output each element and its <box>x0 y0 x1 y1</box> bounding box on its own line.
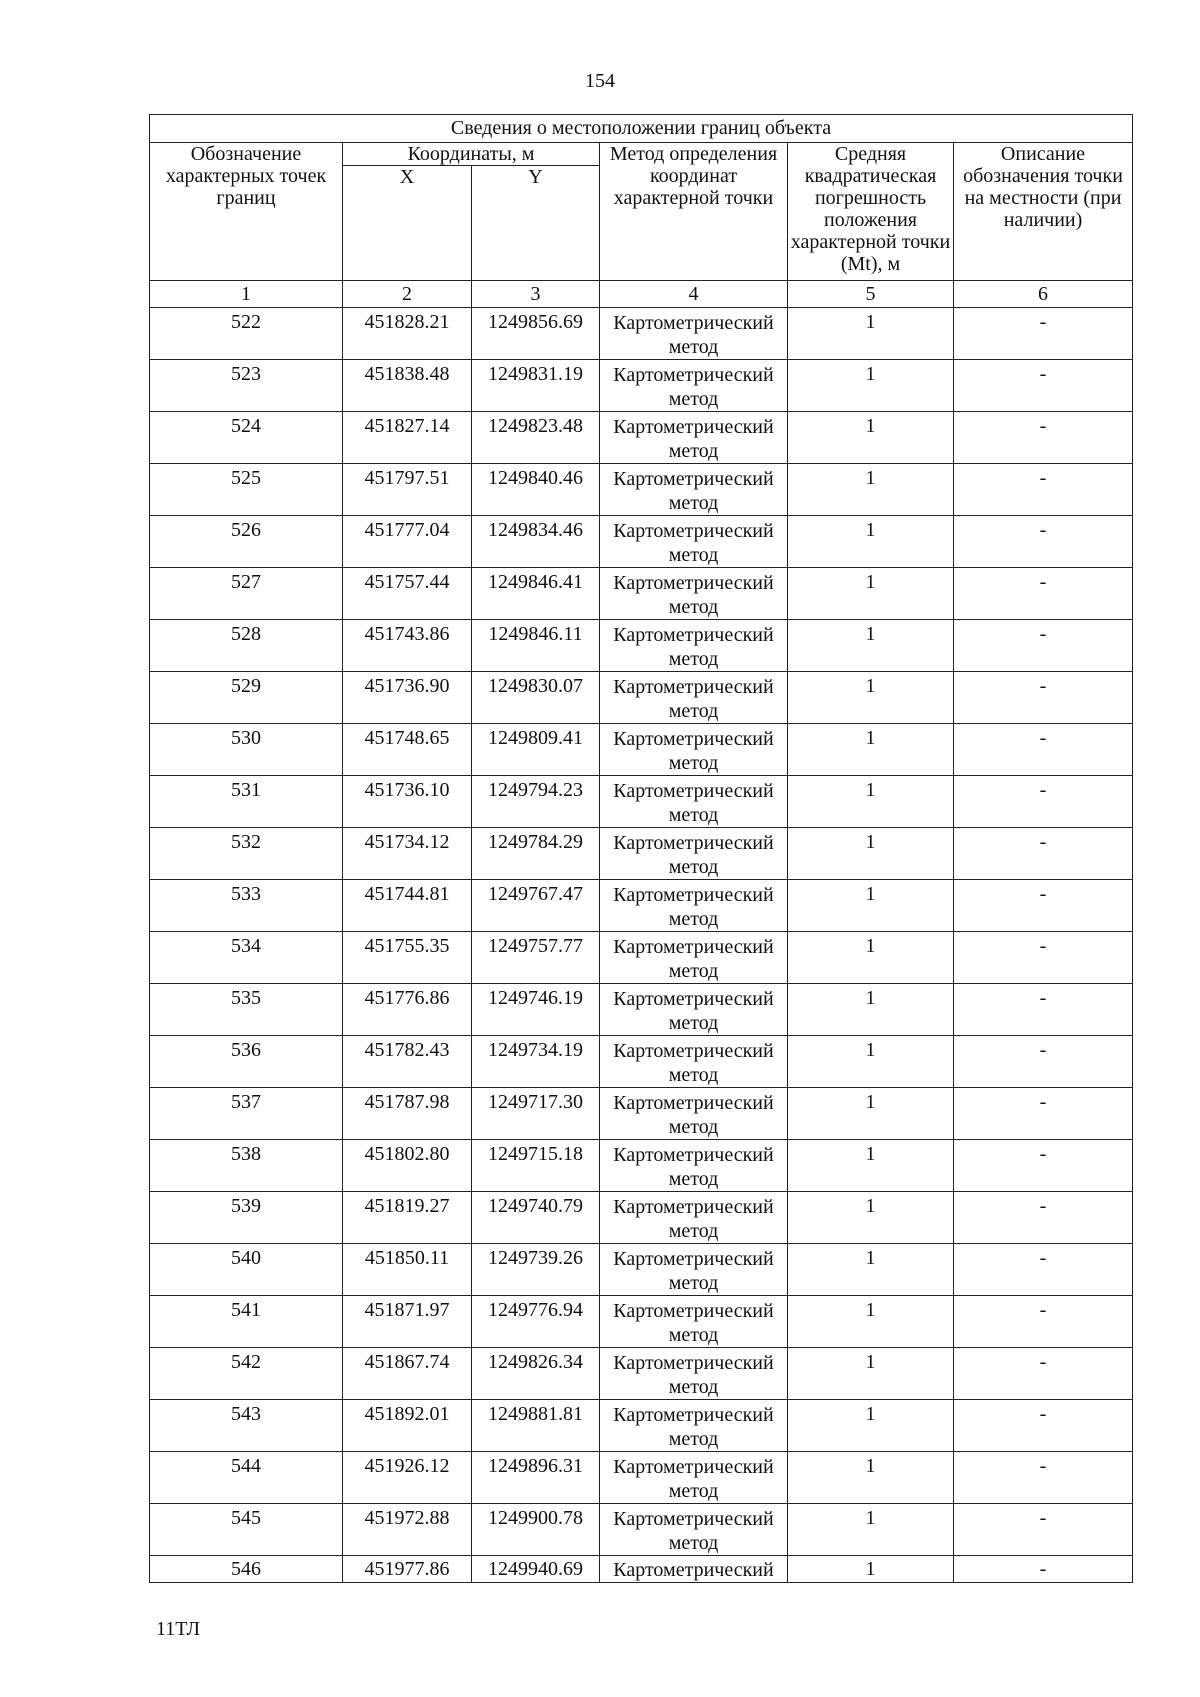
table-title: Сведения о местоположении границ объекта <box>150 115 1133 143</box>
header-description: Описание обозначения точки на местности (при наличии) <box>954 143 1133 281</box>
cell-y: 1249746.19 <box>472 984 600 1036</box>
cell-x: 451787.98 <box>343 1088 472 1140</box>
cell-description: - <box>954 1140 1133 1192</box>
cell-mt: 1 <box>788 1452 954 1504</box>
cell-description: - <box>954 1192 1133 1244</box>
cell-x: 451850.11 <box>343 1244 472 1296</box>
table-header <box>150 115 1133 308</box>
cell-method: Картометрический метод <box>600 880 788 932</box>
cell-x: 451926.12 <box>343 1452 472 1504</box>
cell-method: Картометрический метод <box>600 1192 788 1244</box>
cell-mt: 1 <box>788 1088 954 1140</box>
table-row <box>150 464 1133 516</box>
cell-x: 451743.86 <box>343 620 472 672</box>
cell-mt: 1 <box>788 1140 954 1192</box>
cell-point: 533 <box>150 880 343 932</box>
cell-method: Картометрический метод <box>600 1088 788 1140</box>
cell-method: Картометрический метод <box>600 932 788 984</box>
cell-description: - <box>954 672 1133 724</box>
cell-x: 451892.01 <box>343 1400 472 1452</box>
cell-description: - <box>954 1244 1133 1296</box>
table-row <box>150 776 1133 828</box>
cell-method: Картометрический метод <box>600 724 788 776</box>
table-row <box>150 984 1133 1036</box>
cell-x: 451776.86 <box>343 984 472 1036</box>
cell-x: 451748.65 <box>343 724 472 776</box>
cell-y: 1249830.07 <box>472 672 600 724</box>
footer-code: 11ТЛ <box>156 1618 201 1640</box>
cell-x: 451871.97 <box>343 1296 472 1348</box>
cell-method: Картометрический метод <box>600 1452 788 1504</box>
cell-method: Картометрический метод <box>600 984 788 1036</box>
cell-y: 1249831.19 <box>472 360 600 412</box>
cell-x: 451977.86 <box>343 1556 472 1583</box>
cell-x: 451838.48 <box>343 360 472 412</box>
cell-point: 536 <box>150 1036 343 1088</box>
cell-x: 451744.81 <box>343 880 472 932</box>
header-x: X <box>343 166 472 281</box>
cell-method: Картометрический метод <box>600 1504 788 1556</box>
cell-point: 545 <box>150 1504 343 1556</box>
cell-description: - <box>954 880 1133 932</box>
cell-point: 537 <box>150 1088 343 1140</box>
cell-mt: 1 <box>788 516 954 568</box>
table-row <box>150 1504 1133 1556</box>
cell-mt: 1 <box>788 880 954 932</box>
cell-y: 1249900.78 <box>472 1504 600 1556</box>
cell-description: - <box>954 1088 1133 1140</box>
table-row <box>150 412 1133 464</box>
table-row <box>150 568 1133 620</box>
table-row <box>150 828 1133 880</box>
column-number: 3 <box>472 281 600 308</box>
cell-x: 451734.12 <box>343 828 472 880</box>
table-row <box>150 1400 1133 1452</box>
cell-point: 532 <box>150 828 343 880</box>
cell-mt: 1 <box>788 828 954 880</box>
cell-method: Картометрический метод <box>600 464 788 516</box>
table-row <box>150 880 1133 932</box>
cell-x: 451777.04 <box>343 516 472 568</box>
cell-description: - <box>954 828 1133 880</box>
cell-mt: 1 <box>788 1192 954 1244</box>
cell-y: 1249757.77 <box>472 932 600 984</box>
table-row <box>150 516 1133 568</box>
table-row <box>150 1296 1133 1348</box>
cell-description: - <box>954 516 1133 568</box>
cell-method: Картометрический метод <box>600 672 788 724</box>
cell-x: 451736.90 <box>343 672 472 724</box>
cell-x: 451972.88 <box>343 1504 472 1556</box>
cell-description: - <box>954 1296 1133 1348</box>
table-row <box>150 1088 1133 1140</box>
cell-mt: 1 <box>788 360 954 412</box>
cell-method: Картометрический метод <box>600 1348 788 1400</box>
cell-x: 451736.10 <box>343 776 472 828</box>
cell-point: 524 <box>150 412 343 464</box>
cell-description: - <box>954 1556 1133 1583</box>
cell-point: 522 <box>150 308 343 360</box>
cell-point: 528 <box>150 620 343 672</box>
cell-x: 451827.14 <box>343 412 472 464</box>
cell-x: 451802.80 <box>343 1140 472 1192</box>
cell-y: 1249739.26 <box>472 1244 600 1296</box>
cell-description: - <box>954 308 1133 360</box>
table-row <box>150 1452 1133 1504</box>
cell-mt: 1 <box>788 1036 954 1088</box>
cell-method: Картометрический метод <box>600 620 788 672</box>
table-row <box>150 932 1133 984</box>
table-row <box>150 1036 1133 1088</box>
cell-y: 1249846.11 <box>472 620 600 672</box>
cell-x: 451757.44 <box>343 568 472 620</box>
column-number: 2 <box>343 281 472 308</box>
cell-y: 1249856.69 <box>472 308 600 360</box>
cell-point: 523 <box>150 360 343 412</box>
cell-y: 1249840.46 <box>472 464 600 516</box>
cell-method: Картометрический метод <box>600 776 788 828</box>
cell-mt: 1 <box>788 776 954 828</box>
cell-y: 1249846.41 <box>472 568 600 620</box>
cell-method: Картометрический метод <box>600 568 788 620</box>
table-row <box>150 1140 1133 1192</box>
cell-method: Картометрический метод <box>600 308 788 360</box>
table-body <box>150 308 1133 1583</box>
cell-mt: 1 <box>788 1556 954 1583</box>
cell-description: - <box>954 1452 1133 1504</box>
cell-y: 1249740.79 <box>472 1192 600 1244</box>
header-point: Обозначение характерных точек границ <box>150 143 343 281</box>
cell-mt: 1 <box>788 568 954 620</box>
cell-description: - <box>954 932 1133 984</box>
cell-x: 451755.35 <box>343 932 472 984</box>
cell-method: Картометрический метод <box>600 1140 788 1192</box>
cell-y: 1249940.69 <box>472 1556 600 1583</box>
cell-description: - <box>954 1504 1133 1556</box>
cell-method: Картометрический метод <box>600 412 788 464</box>
cell-description: - <box>954 776 1133 828</box>
cell-mt: 1 <box>788 308 954 360</box>
cell-x: 451819.27 <box>343 1192 472 1244</box>
cell-y: 1249809.41 <box>472 724 600 776</box>
cell-point: 541 <box>150 1296 343 1348</box>
cell-y: 1249823.48 <box>472 412 600 464</box>
header-coords: Координаты, м <box>343 143 600 166</box>
cell-mt: 1 <box>788 724 954 776</box>
cell-description: - <box>954 984 1133 1036</box>
cell-description: - <box>954 1036 1133 1088</box>
table-row <box>150 724 1133 776</box>
table-row <box>150 1192 1133 1244</box>
cell-y: 1249794.23 <box>472 776 600 828</box>
cell-method: Картометрический метод <box>600 828 788 880</box>
cell-method: Картометрический метод <box>600 1400 788 1452</box>
cell-point: 530 <box>150 724 343 776</box>
cell-description: - <box>954 724 1133 776</box>
cell-point: 543 <box>150 1400 343 1452</box>
cell-description: - <box>954 464 1133 516</box>
cell-mt: 1 <box>788 1400 954 1452</box>
header-error: Средняя квадратическая погрешность положения характерной точки (Mt), м <box>788 143 954 281</box>
cell-point: 539 <box>150 1192 343 1244</box>
cell-description: - <box>954 568 1133 620</box>
table-row <box>150 1348 1133 1400</box>
cell-x: 451867.74 <box>343 1348 472 1400</box>
cell-point: 526 <box>150 516 343 568</box>
cell-mt: 1 <box>788 932 954 984</box>
cell-y: 1249896.31 <box>472 1452 600 1504</box>
cell-mt: 1 <box>788 1504 954 1556</box>
cell-point: 527 <box>150 568 343 620</box>
header-y: Y <box>472 166 600 281</box>
cell-mt: 1 <box>788 464 954 516</box>
cell-description: - <box>954 412 1133 464</box>
cell-method: Картометрический <box>600 1556 788 1583</box>
cell-method: Картометрический метод <box>600 1244 788 1296</box>
cell-point: 531 <box>150 776 343 828</box>
cell-y: 1249767.47 <box>472 880 600 932</box>
cell-point: 535 <box>150 984 343 1036</box>
page-number: 154 <box>585 70 615 92</box>
cell-y: 1249734.19 <box>472 1036 600 1088</box>
cell-mt: 1 <box>788 984 954 1036</box>
cell-method: Картометрический метод <box>600 516 788 568</box>
cell-point: 544 <box>150 1452 343 1504</box>
cell-method: Картометрический метод <box>600 1296 788 1348</box>
table-row <box>150 308 1133 360</box>
cell-description: - <box>954 620 1133 672</box>
column-number: 6 <box>954 281 1133 308</box>
table-row <box>150 1556 1133 1583</box>
cell-description: - <box>954 1348 1133 1400</box>
cell-mt: 1 <box>788 672 954 724</box>
column-number-row <box>150 281 1133 308</box>
cell-y: 1249826.34 <box>472 1348 600 1400</box>
cell-point: 546 <box>150 1556 343 1583</box>
cell-y: 1249715.18 <box>472 1140 600 1192</box>
cell-y: 1249784.29 <box>472 828 600 880</box>
cell-mt: 1 <box>788 1348 954 1400</box>
boundary-coordinates-table <box>149 114 1133 1583</box>
header-method: Метод определения координат характерной точки <box>600 143 788 281</box>
cell-point: 540 <box>150 1244 343 1296</box>
cell-point: 529 <box>150 672 343 724</box>
cell-mt: 1 <box>788 620 954 672</box>
column-number: 4 <box>600 281 788 308</box>
cell-point: 525 <box>150 464 343 516</box>
table-row <box>150 672 1133 724</box>
table-row <box>150 1244 1133 1296</box>
cell-mt: 1 <box>788 412 954 464</box>
cell-y: 1249834.46 <box>472 516 600 568</box>
cell-y: 1249881.81 <box>472 1400 600 1452</box>
cell-point: 538 <box>150 1140 343 1192</box>
cell-mt: 1 <box>788 1244 954 1296</box>
cell-point: 534 <box>150 932 343 984</box>
cell-description: - <box>954 360 1133 412</box>
column-number: 1 <box>150 281 343 308</box>
cell-method: Картометрический метод <box>600 360 788 412</box>
table-row <box>150 360 1133 412</box>
column-number: 5 <box>788 281 954 308</box>
table-row <box>150 620 1133 672</box>
cell-x: 451828.21 <box>343 308 472 360</box>
cell-x: 451797.51 <box>343 464 472 516</box>
cell-mt: 1 <box>788 1296 954 1348</box>
cell-point: 542 <box>150 1348 343 1400</box>
cell-method: Картометрический метод <box>600 1036 788 1088</box>
cell-y: 1249717.30 <box>472 1088 600 1140</box>
cell-x: 451782.43 <box>343 1036 472 1088</box>
cell-description: - <box>954 1400 1133 1452</box>
cell-y: 1249776.94 <box>472 1296 600 1348</box>
